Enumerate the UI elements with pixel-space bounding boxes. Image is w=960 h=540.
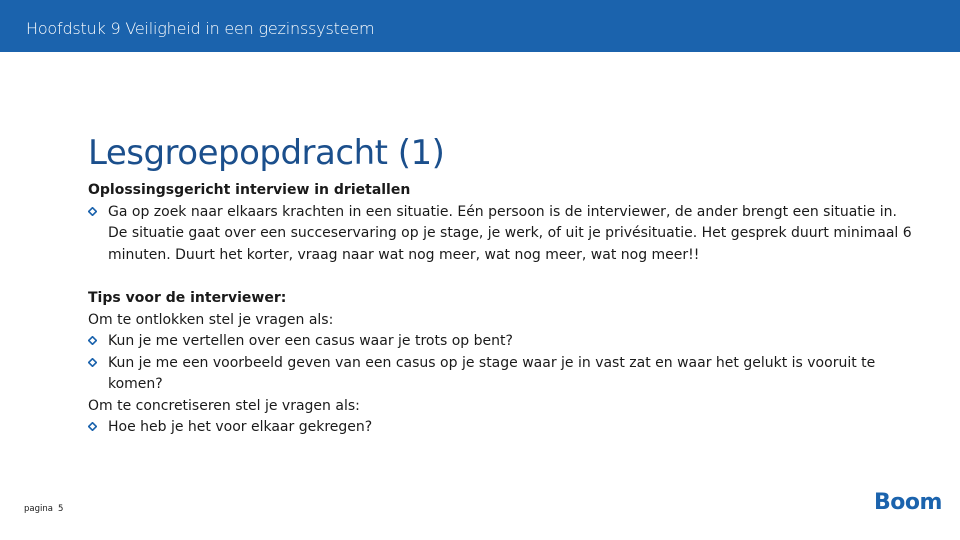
intro-concretiseren: Om te concretiseren stel je vragen als: bbox=[88, 397, 360, 414]
page-number-value: 5 bbox=[57, 504, 64, 514]
list-item-text: Hoe heb je het voor elkaar gekregen? bbox=[108, 419, 373, 435]
bullet-list-ontlokken bbox=[88, 331, 918, 396]
list-item-text: Kun je me vertellen over een casus waar je trots op bent? bbox=[108, 333, 513, 349]
bullet-list-interview bbox=[88, 202, 918, 267]
bullet-list-concretiseren bbox=[88, 417, 918, 439]
list-item bbox=[88, 417, 918, 439]
spacer bbox=[88, 266, 918, 288]
section-heading-interview: Oplossingsgericht interview in drietallen bbox=[88, 182, 411, 198]
header-bar bbox=[0, 0, 960, 52]
section-heading-tips: Tips voor de interviewer: bbox=[88, 290, 287, 306]
list-item bbox=[88, 202, 918, 267]
hollow-diamond-bullet-icon bbox=[88, 207, 97, 216]
slide-content bbox=[88, 180, 918, 439]
list-item-text: Ga op zoek naar elkaars krachten in een situatie. Eén persoon is de interviewer, de ander brengt een situatie in. De situatie gaat over een succeservaring op je stage, je werk, of uit je privésituatie. Het gesprek duurt minimaal 6 minuten. Duurt het korter, vraag naar wat nog meer, wat nog meer, wat nog meer!! bbox=[108, 203, 912, 263]
list-item bbox=[88, 353, 918, 396]
intro-ontlokken: Om te ontlokken stel je vragen als: bbox=[88, 311, 334, 328]
slide-title: Lesgroepopdracht (1) bbox=[88, 132, 445, 173]
page-label: pagina bbox=[24, 504, 53, 514]
hollow-diamond-bullet-icon bbox=[88, 422, 97, 431]
list-item-text: Kun je me een voorbeeld geven van een casus op je stage waar je in vast zat en waar het gelukt is vooruit te komen? bbox=[108, 354, 876, 392]
page-number bbox=[24, 504, 63, 514]
boom-logo: Boom bbox=[874, 490, 942, 515]
hollow-diamond-bullet-icon bbox=[88, 358, 97, 367]
chapter-title: Hoofdstuk 9 Veiligheid in een gezinssysteem bbox=[26, 19, 375, 38]
list-item bbox=[88, 331, 918, 353]
hollow-diamond-bullet-icon bbox=[88, 336, 97, 345]
